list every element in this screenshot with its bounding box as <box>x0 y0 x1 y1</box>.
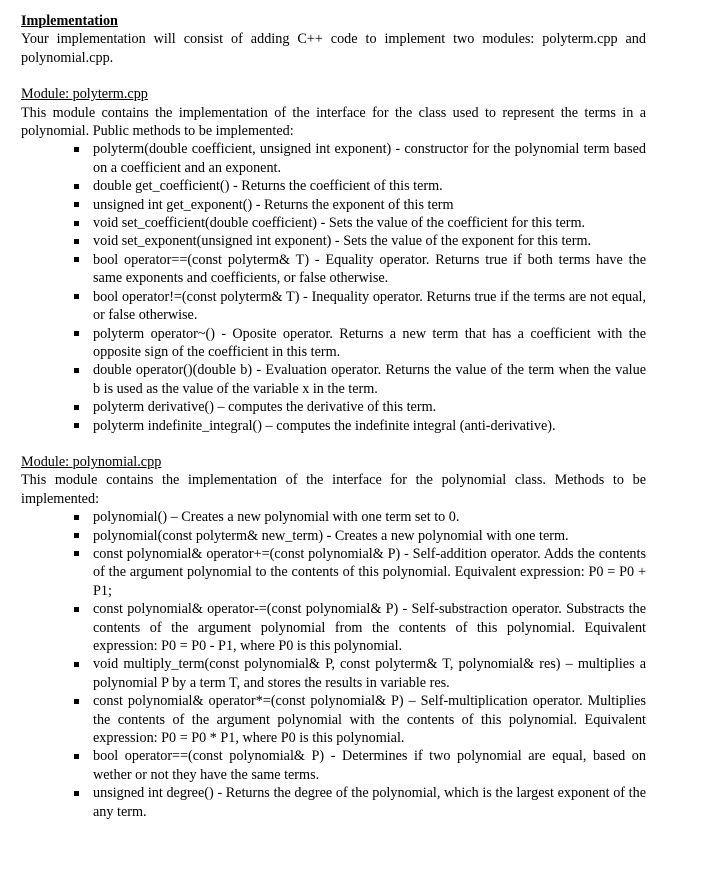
bullet-icon <box>74 257 79 262</box>
list-item: void set_exponent(unsigned int exponent) - Sets the value of the exponent for this term. <box>21 232 646 250</box>
list-item: polyterm operator~() - Oposite operator. Returns a new term that has a coefficient with the opposite sign of the coefficient in this term. <box>21 325 646 362</box>
section-heading: Implementation <box>21 13 118 29</box>
bullet-icon <box>74 423 79 428</box>
list-item: bool operator!=(const polyterm& T) - Inequality operator. Returns true if the terms are not equal, or false otherwise. <box>21 288 646 325</box>
list-item: const polynomial& operator+=(const polynomial& P) - Self-addition operator. Adds the contents of the argument polynomial to the contents of this polynomial. Equivalent expression: P0 = P0 + P1; <box>21 545 646 600</box>
bullet-icon <box>74 184 79 189</box>
bullet-icon <box>74 368 79 373</box>
bullet-icon <box>74 221 79 226</box>
list-item: polyterm(double coefficient, unsigned int exponent) - constructor for the polynomial term based on a coefficient and an exponent. <box>21 140 646 177</box>
bullet-icon <box>74 551 79 556</box>
bullet-icon <box>74 239 79 244</box>
module-polynomial-description: This module contains the implementation of the interface for the polynomial class. Methods to be implemented: <box>21 472 646 507</box>
list-item: void multiply_term(const polynomial& P, const polyterm& T, polynomial& res) – multiplies a polynomial P by a term T, and stores the results in variable res. <box>21 655 646 692</box>
bullet-icon <box>74 331 79 336</box>
module-polyterm-description: This module contains the implementation of the interface for the class used to represent the terms in a polynomial. Public methods to be implemented: <box>21 104 646 140</box>
list-item: polynomial(const polyterm& new_term) - Creates a new polynomial with one term. <box>21 527 646 545</box>
bullet-icon <box>74 515 79 520</box>
bullet-icon <box>74 405 79 410</box>
bullet-icon <box>74 607 79 612</box>
polynomial-method-list <box>21 508 646 821</box>
polyterm-method-list <box>21 140 646 435</box>
list-item: polyterm derivative() – computes the derivative of this term. <box>21 398 646 416</box>
bullet-icon <box>74 662 79 667</box>
module-polynomial-heading: Module: polynomial.cpp <box>21 453 162 470</box>
list-item: bool operator==(const polynomial& P) - Determines if two polynomial are equal, based on wether or not they have the same terms. <box>21 747 646 784</box>
intro-paragraph: Your implementation will consist of adding C++ code to implement two modules: polyterm.cpp and polynomial.cpp. <box>21 31 646 66</box>
bullet-icon <box>74 791 79 796</box>
list-item: const polynomial& operator*=(const polynomial& P) – Self-multiplication operator. Multiplies the contents of the argument polynomial with the contents of this polynomial. Equivalent expression: P0 = P0 * P1, where P0 is this polynomial. <box>21 692 646 747</box>
list-item: void set_coefficient(double coefficient) - Sets the value of the coefficient for this term. <box>21 214 646 232</box>
module-polyterm-heading: Module: polyterm.cpp <box>21 86 148 103</box>
list-item: unsigned int get_exponent() - Returns the exponent of this term <box>21 196 646 214</box>
list-item: const polynomial& operator-=(const polynomial& P) - Self-substraction operator. Substracts the contents of the argument polynomial from the contents of this polynomial. Equivalent expression: P0 = P0 - P1, where P0 is this polynomial. <box>21 600 646 655</box>
list-item: double get_coefficient() - Returns the coefficient of this term. <box>21 177 646 195</box>
bullet-icon <box>74 294 79 299</box>
bullet-icon <box>74 202 79 207</box>
list-item: double operator()(double b) - Evaluation operator. Returns the value of the term when the value b is used as the value of the variable x in the term. <box>21 361 646 398</box>
bullet-icon <box>74 699 79 704</box>
bullet-icon <box>74 533 79 538</box>
list-item: polynomial() – Creates a new polynomial with one term set to 0. <box>21 508 646 526</box>
list-item: polyterm indefinite_integral() – computes the indefinite integral (anti-derivative). <box>21 417 646 435</box>
bullet-icon <box>74 754 79 759</box>
list-item: unsigned int degree() - Returns the degree of the polynomial, which is the largest exponent of the any term. <box>21 784 646 821</box>
bullet-icon <box>74 147 79 152</box>
list-item: bool operator==(const polyterm& T) - Equality operator. Returns true if both terms have the same exponents and coefficients, or false otherwise. <box>21 251 646 288</box>
